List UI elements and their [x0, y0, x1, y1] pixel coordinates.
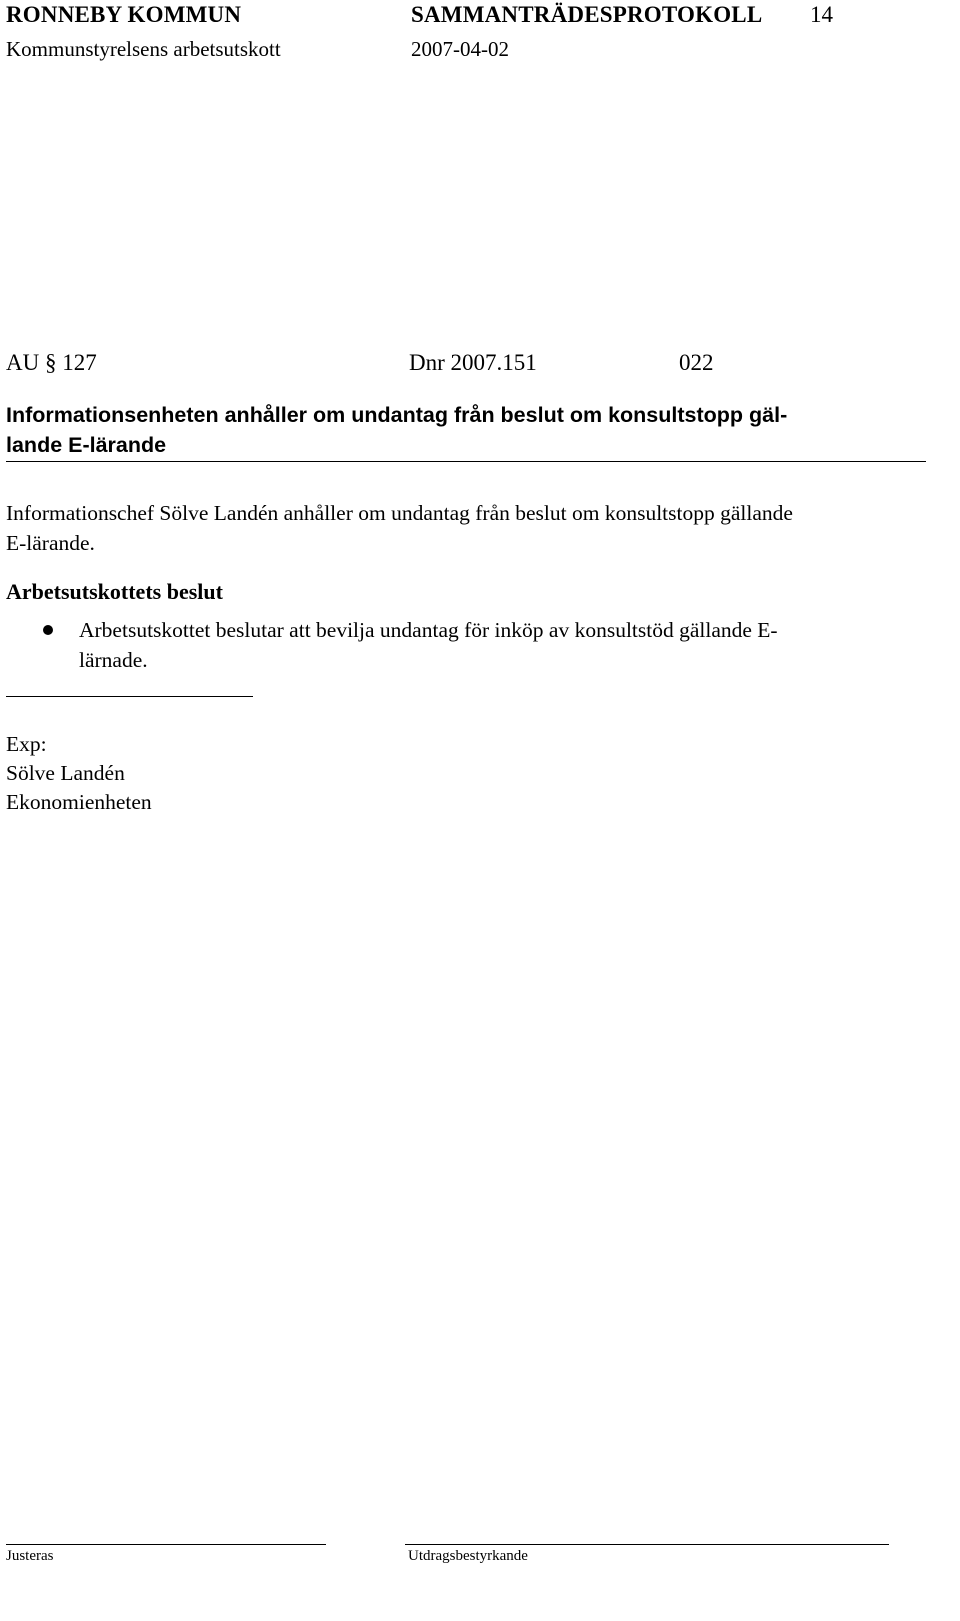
document-type: SAMMANTRÄDESPROTOKOLL	[411, 2, 763, 27]
bullet-icon	[43, 625, 53, 635]
footer-justeras-label: Justeras	[6, 1548, 54, 1564]
decision-item-line-1: Arbetsutskottet beslutar att bevilja undantag för inköp av konsultstöd gällande E-	[79, 618, 778, 642]
expedition-label: Exp:	[6, 732, 47, 756]
case-description-line-1: Informationschef Sölve Landén anhåller om undantag från beslut om konsultstopp gällande	[6, 501, 793, 525]
section-number: AU § 127	[6, 350, 97, 375]
section-divider	[6, 696, 253, 697]
committee-name: Kommunstyrelsens arbetsutskott	[6, 37, 281, 61]
case-description-line-2: E-lärande.	[6, 531, 95, 555]
case-title	[6, 400, 920, 460]
expedition-block	[6, 730, 152, 817]
case-description	[6, 498, 793, 558]
expedition-recipient: Sölve Landén	[6, 761, 125, 785]
decision-heading: Arbetsutskottets beslut	[6, 579, 223, 604]
footer-signature-line-right	[405, 1544, 889, 1545]
case-code: 022	[679, 350, 714, 375]
diary-number: Dnr 2007.151	[409, 350, 537, 375]
decision-item-line-2: lärnade.	[79, 648, 148, 672]
title-divider	[6, 461, 926, 462]
page-number: 14	[810, 2, 833, 27]
organization-name: RONNEBY KOMMUN	[6, 2, 242, 27]
decision-item	[79, 615, 778, 675]
meeting-date: 2007-04-02	[411, 37, 509, 61]
case-title-line-2: lande E-lärande	[6, 433, 167, 457]
footer-signature-line-left	[6, 1544, 326, 1545]
expedition-unit: Ekonomienheten	[6, 790, 152, 814]
footer-certification-label: Utdragsbestyrkande	[408, 1548, 528, 1564]
case-title-line-1: Informationsenheten anhåller om undantag från beslut om konsultstopp gäl-	[6, 403, 788, 427]
